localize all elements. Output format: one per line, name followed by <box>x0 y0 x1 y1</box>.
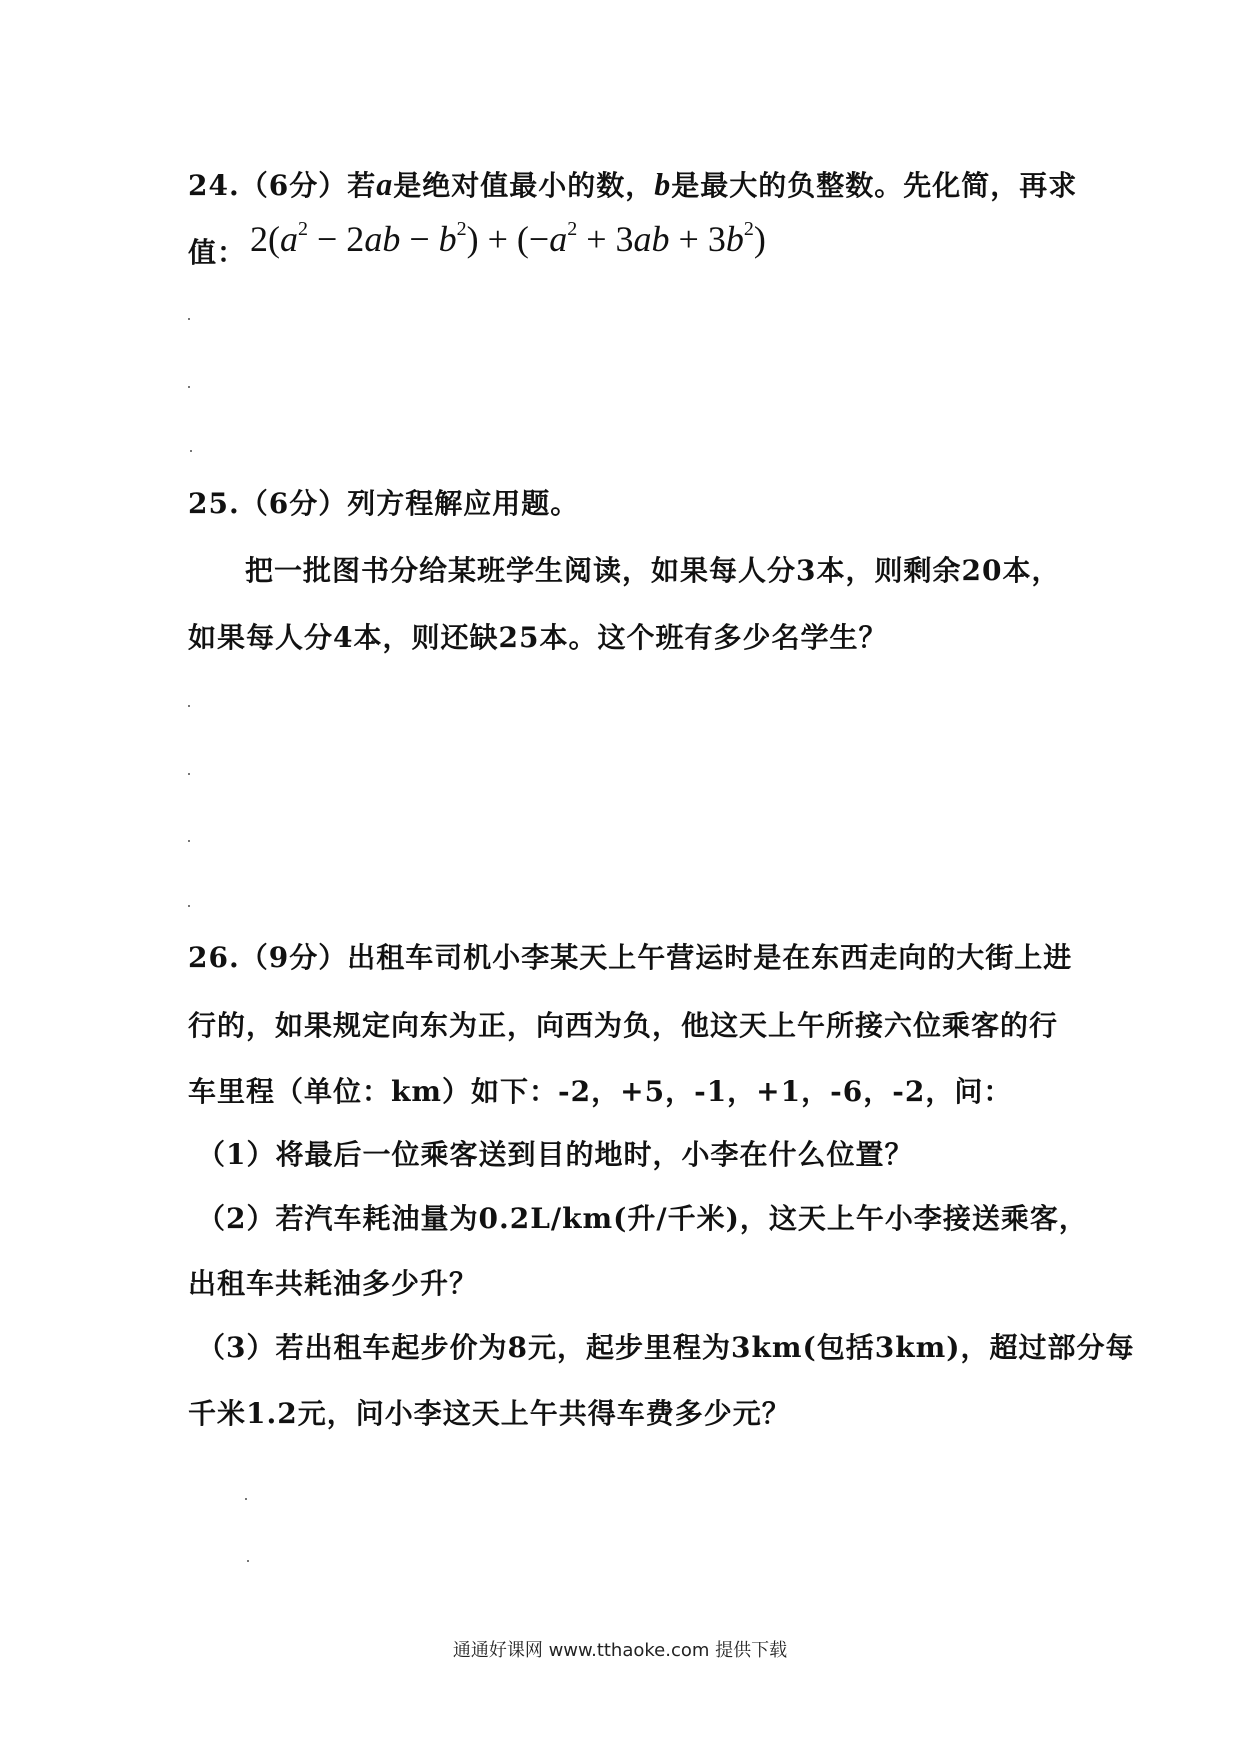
q26-part3-line1: （3）若出租车起步价为8元，起步里程为3km(包括3km)，超过部分每 <box>197 1331 1135 1364</box>
q24-prefix: 24.（6分）若 <box>188 169 377 202</box>
q26-part3-line2: 千米1.2元，问小李这天上午共得车费多少元？ <box>188 1397 791 1430</box>
scan-speck <box>190 450 192 452</box>
scan-speck <box>188 905 190 907</box>
q24-label-value: 值： <box>188 236 247 269</box>
footer-source: 通通好课网 www.tthaoke.com 提供下载 <box>452 1640 788 1661</box>
q26-part2-line2: 出租车共耗油多少升？ <box>188 1267 479 1300</box>
var-b: b <box>654 166 672 202</box>
q26-line3: 车里程（单位：km）如下：-2，+5，-1，+1，-6，-2，问： <box>188 1075 1013 1108</box>
scan-speck <box>188 840 190 842</box>
q25-line2: 把一批图书分给某班学生阅读，如果每人分3本，则剩余20本， <box>245 554 1061 587</box>
q25-line1: 25.（6分）列方程解应用题。 <box>188 487 580 520</box>
scan-speck <box>188 318 190 320</box>
q26-line1: 26.（9分）出租车司机小李某天上午营运时是在东西走向的大街上进 <box>188 941 1073 974</box>
q24-line2 <box>188 223 246 267</box>
q24-line1 <box>188 168 1077 200</box>
q26-part1: （1）将最后一位乘客送到目的地时，小李在什么位置？ <box>197 1138 914 1171</box>
scan-speck <box>247 1560 249 1562</box>
q24-text-c: 是最大的负整数。先化简，再求 <box>671 169 1078 202</box>
q25-line3: 如果每人分4本，则还缺25本。这个班有多少名学生？ <box>188 621 888 654</box>
q24-expression: $2(a^2 - 2ab - b^2) + (-a^2 + 3ab + 3b^2)$ <box>250 218 766 259</box>
q26-part2-line1: （2）若汽车耗油量为0.2L/km(升/千米)，这天上午小李接送乘客， <box>197 1202 1088 1235</box>
var-a: a <box>376 166 394 202</box>
scan-speck <box>188 773 190 775</box>
q26-line2: 行的，如果规定向东为正，向西为负，他这天上午所接六位乘客的行 <box>188 1009 1059 1042</box>
scan-speck <box>245 1498 247 1500</box>
scan-speck <box>188 386 190 388</box>
q24-text-b: 是绝对值最小的数， <box>393 169 655 202</box>
scan-speck <box>188 705 190 707</box>
